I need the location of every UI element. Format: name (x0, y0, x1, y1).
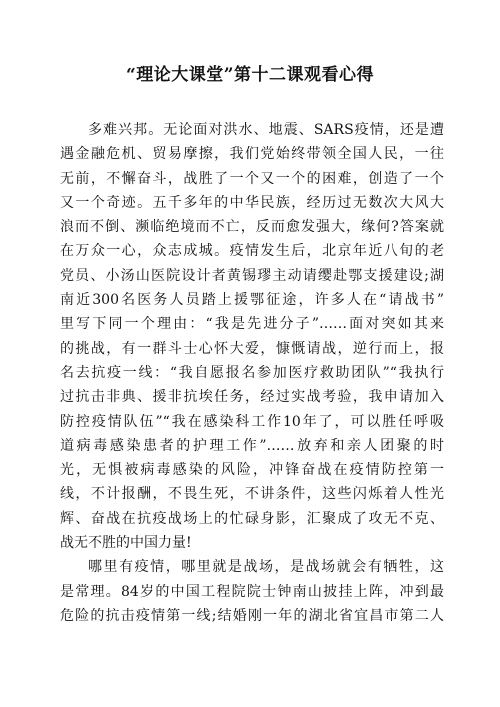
text-line: 在万众一心，众志成城。疫情发生后，北京年近八旬的老 (60, 243, 444, 260)
paragraph-1 (60, 118, 444, 555)
text-line: 是常理。84岁的中国工程院院士钟南山披挂上阵，冲到最 (60, 583, 444, 600)
text-line: 防控疫情队伍”“我在感染科工作10年了，可以胜任呼吸 (60, 413, 444, 430)
text-line: 危险的抗击疫情第一线;结婚刚一年的湖北省宜昌市第二人 (60, 607, 444, 624)
text-line: 遇金融危机、贸易摩擦，我们党始终带领全国人民，一往 (60, 146, 444, 163)
text-line: 过抗击非典、援非抗埃任务，经过实战考验，我申请加入 (60, 389, 444, 406)
document-body (60, 118, 444, 628)
text-line: 道病毒感染患者的护理工作”……放弃和亲人团聚的时 (60, 437, 444, 454)
text-line: 名去抗疫一线：“我自愿报名参加医疗救助团队”“我执行 (60, 364, 444, 381)
text-line: 浪而不倒、濒临绝境而不亡，反而愈发强大，缘何?答案就 (60, 219, 444, 236)
text-line: 战无不胜的中国力量! (60, 535, 192, 552)
text-line: 辉、奋战在抗疫战场上的忙碌身影，汇聚成了攻无不克、 (60, 510, 444, 527)
text-line: 党员、小汤山医院设计者黄锡璆主动请缨赴鄂支援建设;湖 (60, 267, 444, 284)
text-line: 多难兴邦。无论面对洪水、地震、SARS疫情，还是遭 (88, 122, 444, 138)
text-line: 哪里有疫情，哪里就是战场，是战场就会有牺牲，这 (88, 559, 444, 576)
paragraph-2 (60, 555, 444, 628)
text-line: 线，不计报酬，不畏生死，不讲条件，这些闪烁着人性光 (60, 486, 444, 503)
text-line: 里写下同一个理由：“我是先进分子”……面对突如其来 (60, 316, 444, 333)
document-title: “理论大课堂”第十二课观看心得 (125, 65, 375, 85)
text-line: 南近300名医务人员踏上援鄂征途，许多人在“请战书” (60, 292, 444, 309)
text-line: 无前，不懈奋斗，战胜了一个又一个的困难，创造了一个 (60, 170, 444, 187)
text-line: 又一个奇迹。五千多年的中华民族，经历过无数次大风大 (60, 194, 444, 211)
text-line: 光，无惧被病毒感染的风险，冲锋奋战在疫情防控第一 (60, 462, 444, 479)
text-line: 的挑战，有一群斗士心怀大爱，慷慨请战，逆行而上，报 (60, 340, 444, 357)
